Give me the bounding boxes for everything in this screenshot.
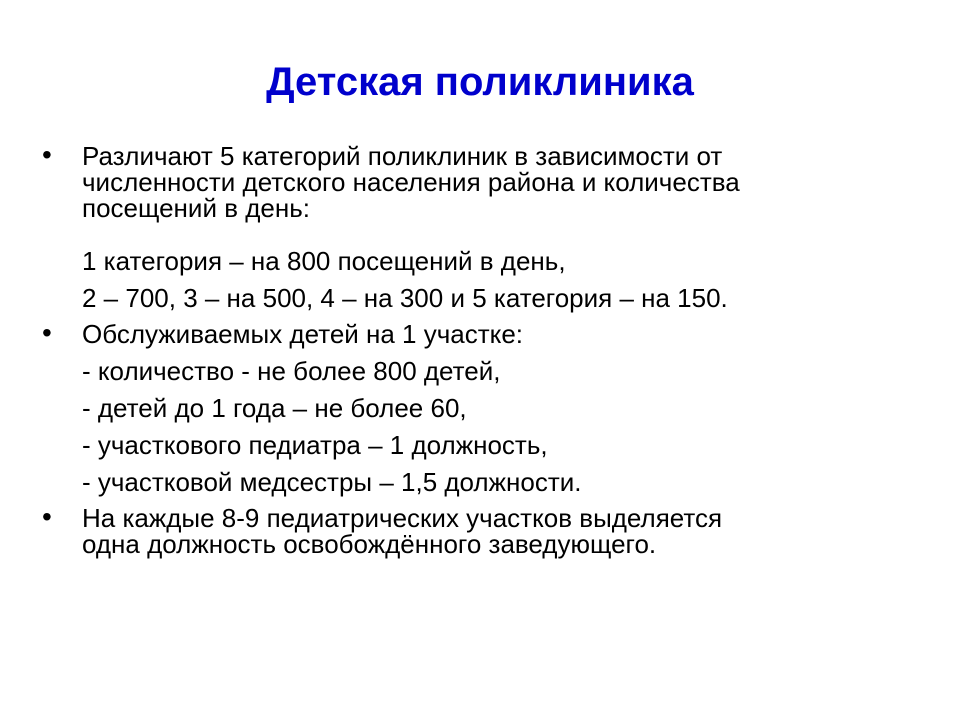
bullet-dot: • bbox=[42, 317, 52, 348]
bullet-item-head-position bbox=[42, 501, 960, 559]
sub-line: - участкового педиатра – 1 должность, bbox=[82, 430, 548, 460]
slide-title: Детская поликлиника bbox=[266, 60, 694, 104]
bullet-text-line: численности детского населения района и количества bbox=[82, 167, 740, 197]
bullet-dot: • bbox=[42, 501, 52, 532]
bullet-item-children-per-district bbox=[42, 317, 960, 349]
bullet-text-line: На каждые 8-9 педиатрических участков выделяется bbox=[82, 503, 723, 533]
bullet-dot: • bbox=[42, 139, 52, 170]
bullet-text-line: Обслуживаемых детей на 1 участке: bbox=[82, 319, 524, 349]
sub-line: - участковой медсестры – 1,5 должности. bbox=[82, 467, 582, 497]
bullet-text-line: Различают 5 категорий поликлиник в зависимости от bbox=[82, 141, 723, 171]
bullet-text-line: посещений в день: bbox=[82, 193, 310, 223]
sub-line: 1 категория – на 800 посещений в день, bbox=[82, 246, 566, 276]
bullet-item-categories bbox=[42, 139, 960, 223]
sub-line: - детей до 1 года – не более 60, bbox=[82, 393, 467, 423]
sub-line: - количество - не более 800 детей, bbox=[82, 356, 501, 386]
bullet-text-line: одна должность освобождённого заведующего. bbox=[82, 529, 657, 559]
sub-line: 2 – 700, 3 – на 500, 4 – на 300 и 5 категория – на 150. bbox=[82, 283, 728, 313]
